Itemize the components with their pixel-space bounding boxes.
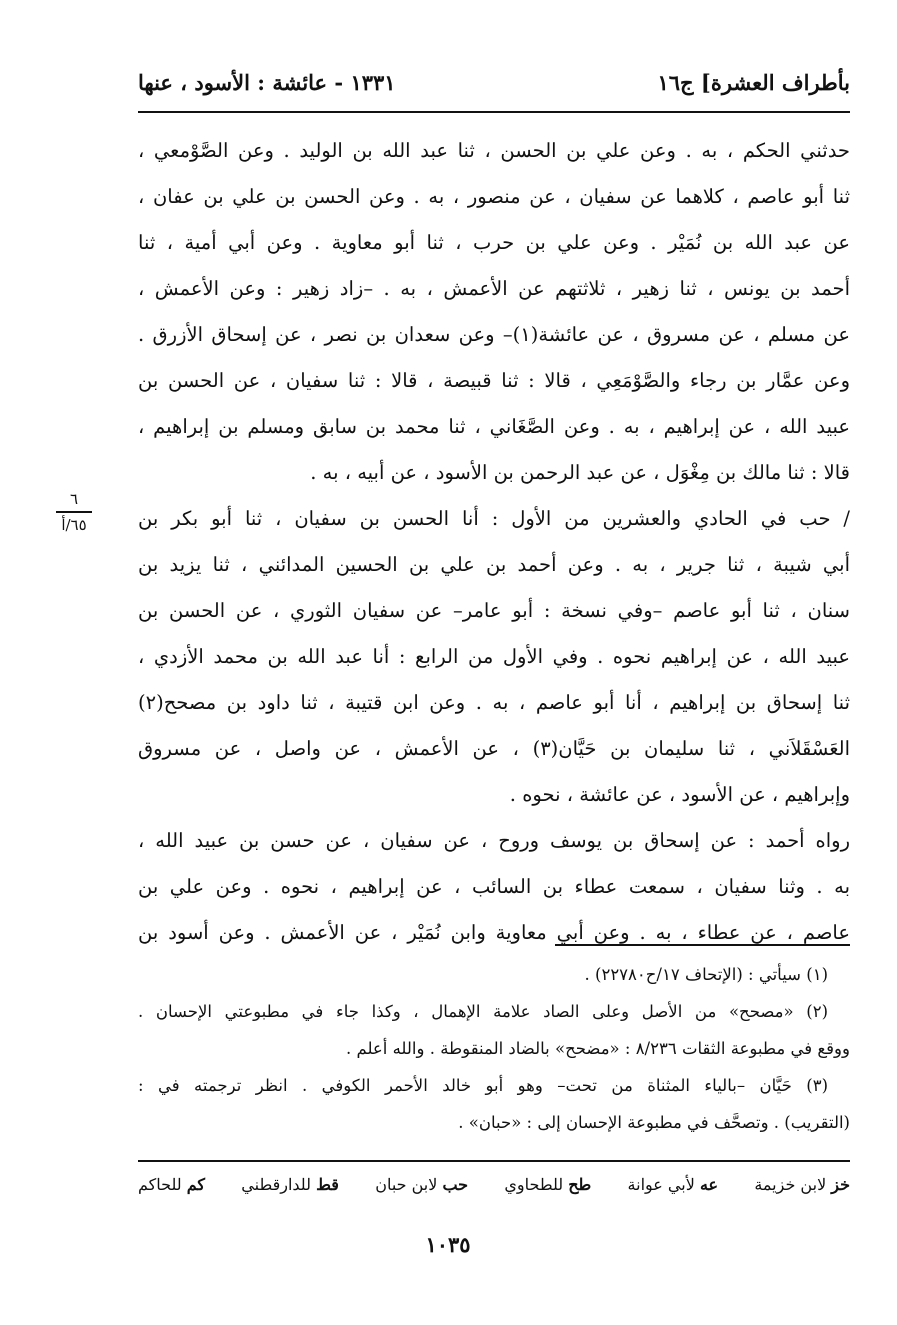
legend-code: حب	[442, 1175, 469, 1194]
footnote-line: (١) سيأتي : (الإتحاف ١٧/ح٢٢٧٨٠) .	[584, 965, 828, 984]
footnote-line: (٣) حَيَّان –بالياء المثناة من تحت– وهو أبو خالد الأحمر الكوفي . انظر ترجمته في :	[138, 1076, 828, 1095]
text-line: عن عبد الله بن نُمَيْر . وعن علي بن حرب ، ثنا أبو معاوية . وعن أبي أمية ، ثنا	[138, 231, 850, 254]
text-line: ثنا أبو عاصم ، كلاهما عن سفيان ، عن منصور ، به . وعن الحسن بن علي بن عفان ،	[138, 185, 850, 208]
text-line: ثنا إسحاق بن إبراهيم ، أنا أبو عاصم ، به . وعن ابن قتيبة ، ثنا داود بن مصحح(٢)	[138, 691, 850, 714]
legend-text: للدارقطني	[241, 1175, 311, 1194]
text-line: به . وثنا سفيان ، سمعت عطاء بن السائب ، عن إبراهيم ، نحوه . وعن علي بن	[138, 875, 850, 898]
text-line: وإبراهيم ، عن الأسود ، عن عائشة ، نحوه .	[509, 783, 850, 806]
footnote-line: (٢) «مصحح» من الأصل وعلى الصاد علامة الإهمال ، وكذا جاء في مطبوعتي الإحسان .	[138, 1002, 828, 1021]
text-line: العَسْقَلاَني ، ثنا سليمان بن حَيَّان(٣) ، عن الأعمش ، عن واصل ، عن مسروق	[138, 737, 850, 760]
legend-text: للحاكم	[138, 1175, 182, 1194]
text-line: عبيد الله ، عن إبراهيم نحوه . وفي الأول من الرابع : أنا عبد الله بن محمد الأزدي ،	[138, 645, 850, 668]
abbreviation-legend	[138, 1172, 850, 1198]
legend-rule	[138, 1160, 850, 1162]
main-text	[138, 128, 850, 956]
legend-item	[241, 1172, 339, 1198]
running-header	[138, 62, 850, 102]
legend-item	[138, 1172, 205, 1198]
header-rule	[138, 111, 850, 113]
margin-note-divider	[56, 511, 92, 513]
header-left-title: ١٣٣١ - عائشة : الأسود ، عنها	[138, 69, 396, 95]
text-line: أحمد بن يونس ، ثنا زهير ، ثلاثتهم عن الأعمش ، به . –زاد زهير : وعن الأعمش ،	[138, 277, 850, 300]
legend-code: كم	[186, 1175, 205, 1194]
text-line: وعن عمَّار بن رجاء والصَّوْمَعِي ، قالا : ثنا قبيصة ، قالا : ثنا سفيان ، عن الحسن بن	[138, 369, 850, 392]
margin-note-top: ٦	[69, 490, 79, 508]
legend-item	[375, 1172, 468, 1198]
legend-text: لأبي عوانة	[627, 1175, 695, 1194]
legend-text: لابن حبان	[375, 1175, 438, 1194]
legend-code: عه	[699, 1175, 719, 1194]
text-line: قالا : ثنا مالك بن مِغْوَل ، عن عبد الرحمن بن الأسود ، عن أبيه ، به .	[310, 461, 850, 484]
footnotes	[138, 956, 850, 1141]
legend-text: للطحاوي	[504, 1175, 564, 1194]
text-line: أبي شيبة ، ثنا جرير ، به . وعن أحمد بن علي بن الحسين المدائني ، ثنا يزيد بن	[138, 553, 850, 576]
footnote-line: ووقع في مطبوعة الثقات ٨/٢٣٦ : «مضحح» بالضاد المنقوطة . والله أعلم .	[345, 1039, 850, 1058]
text-line: عاصم ، عن عطاء ، به . وعن أبي معاوية وابن نُمَيْر ، عن الأعمش . وعن أسود بن	[138, 921, 850, 944]
legend-code: طح	[568, 1175, 592, 1194]
page-number: ١٠٣٥	[425, 1232, 471, 1257]
text-line: عبيد الله ، عن إبراهيم ، به . وعن الصَّغَاني ، ثنا محمد بن سابق ومسلم بن إبراهيم ،	[138, 415, 850, 438]
text-line: / حب في الحادي والعشرين من الأول : أنا الحسن بن سفيان ، ثنا أبو بكر بن	[138, 507, 850, 530]
text-line: سنان ، ثنا أبو عاصم –وفي نسخة : أبو عامر– عن سفيان الثوري ، عن الحسن بن	[138, 599, 850, 622]
legend-item	[754, 1172, 850, 1198]
legend-code: خز	[831, 1175, 850, 1194]
text-line: رواه أحمد : عن إسحاق بن يوسف وروح ، عن سفيان ، عن حسن بن عبيد الله ،	[138, 829, 850, 852]
header-right-title: بأطراف العشرة] ج١٦	[657, 69, 850, 95]
legend-item	[628, 1172, 719, 1198]
legend-text: لابن خزيمة	[754, 1175, 827, 1194]
footnote-rule	[555, 944, 850, 946]
legend-code: قط	[316, 1175, 339, 1194]
text-line: عن مسلم ، عن مسروق ، عن عائشة(١)– وعن سعدان بن نصر ، عن إسحاق الأزرق .	[138, 323, 850, 346]
margin-note-bottom: ٦٥/أ	[61, 515, 87, 534]
legend-item	[504, 1172, 591, 1198]
margin-folio-note	[48, 490, 100, 534]
footnote-line: (التقريب) . وتصحَّف في مطبوعة الإحسان إلى : «حبان» .	[458, 1113, 850, 1132]
text-line: حدثني الحكم ، به . وعن علي بن الحسن ، ثنا عبد الله بن الوليد . وعن الصَّوْمعي ،	[138, 139, 850, 162]
